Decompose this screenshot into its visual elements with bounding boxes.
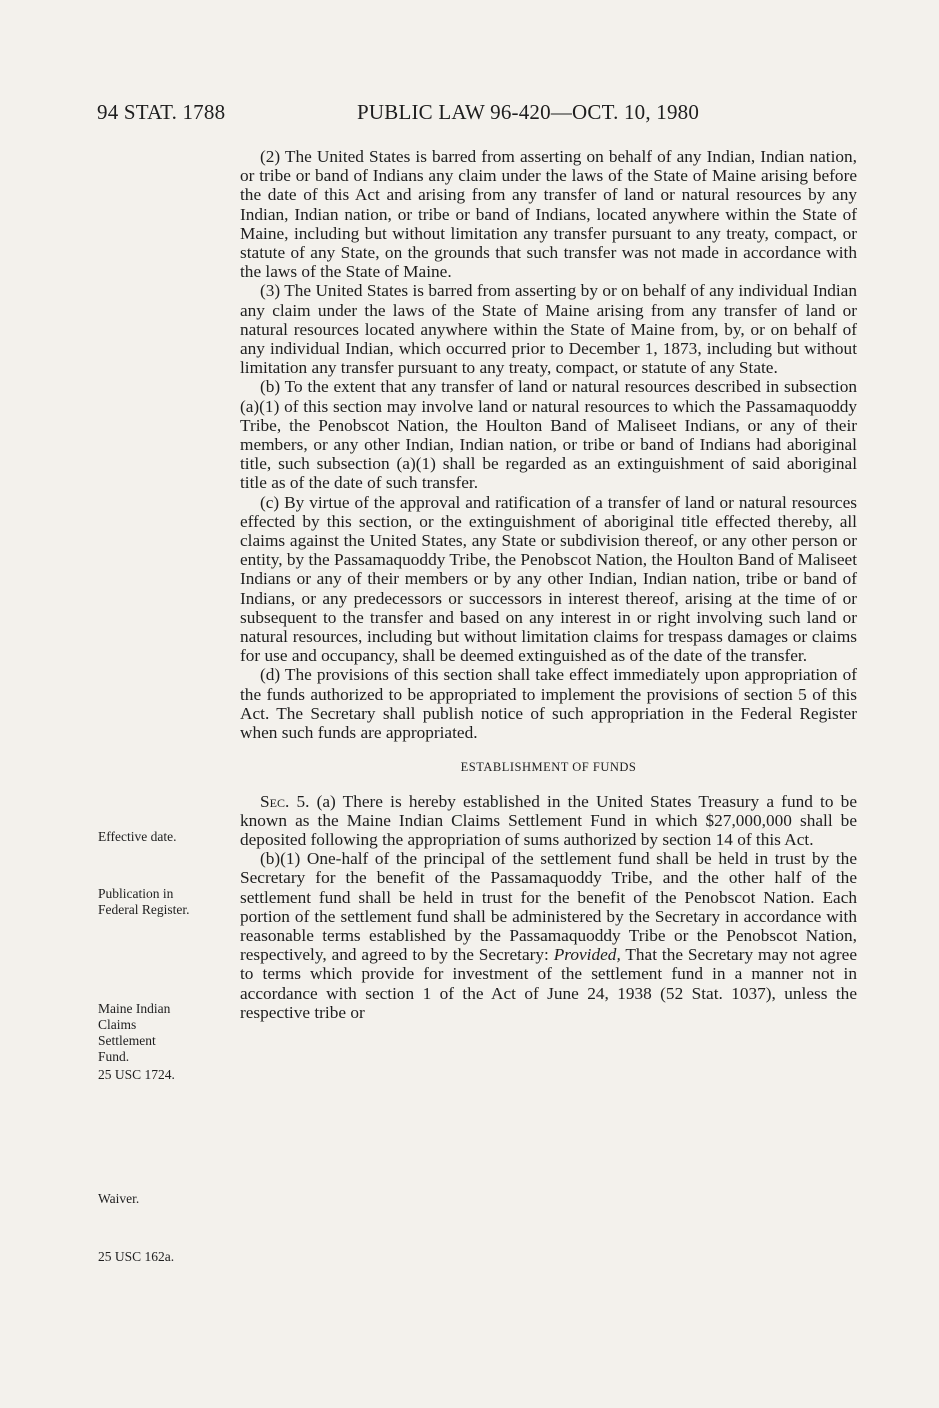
- b1-text-end: That the Secretary may not agree to terms which provide for investment of the settlement fund in a manner not in accordance with section 1 of the Act of June 24, 1938 (52 Stat. 1037), unless the respective tribe or: [240, 945, 858, 1022]
- statute-page-number: 94 STAT. 1788: [97, 100, 226, 124]
- paragraph-d: (d) The provisions of this section shall take effect immediately upon appropriation of the funds authorized to be appropriated to implement the provisions of section 5 of this Act. The Secretary shall publish notice of such appropriation in the Federal Register when such funds are appropriated.: [240, 665, 857, 743]
- paragraph-b: (b) To the extent that any transfer of land or natural resources described in subsection (a)(1) of this section may involve land or natural resources to which the Passamaquoddy Tribe, the Penobscot Nation, the Houlton Band of Maliseet Indians, or any of their members, or any other Indian, Indian nation, or tribe or band of Indians had aboriginal title, such subsection (a)(1) shall be regarded as an extinguishment of said aboriginal title as of the date of such transfer.: [240, 377, 857, 493]
- section-label: Sec. 5.: [260, 791, 310, 811]
- margin-note-waiver: Waiver.: [98, 1191, 140, 1206]
- paragraph-c: (c) By virtue of the approval and ratification of a transfer of land or natural resources effected by this section, or the extinguishment of aboriginal title effected thereby, all claims against the United States, any State or subdivision thereof, or any other person or entity, by the Passamaquoddy Tribe, the Penobscot Nation, the Houlton Band of Maliseet Indians or any of their members or by any other Indian, Indian nation, tribe or band of Indians, or any predecessors or successors in interest thereof, arising at the time of or subsequent to the transfer and based on any interest in or right involving such land or natural resources, including but without limitation claims for trespass damages or claims for use and occupancy, shall be deemed extinguished as of the date of the transfer.: [240, 492, 857, 666]
- section-heading: ESTABLISHMENT OF FUNDS: [460, 760, 637, 775]
- body-text: [240, 147, 857, 1022]
- paragraph-a2: (2) The United States is barred from asserting on behalf of any Indian, Indian nation, or tribe or band of Indians any claim under the laws of the State of Maine arising before the date of this Act and arising from any transfer of land or natural resources by any Indian, Indian nation, or tribe or band of Indians, located anywhere within the State of Maine, including but without limitation any transfer pursuant to any treaty, compact, or statute of any State, on the grounds that such transfer was not made in accordance with the laws of the State of Maine.: [240, 147, 857, 282]
- provided-italic: Provided,: [553, 945, 621, 965]
- margin-note-effective-date: Effective date.: [98, 829, 177, 844]
- margin-note-usc-1724: 25 USC 1724.: [98, 1067, 175, 1082]
- margin-note-publication: Publication in Federal Register.: [98, 886, 190, 917]
- paragraph-sec5-a: [240, 792, 857, 850]
- b1-text-start: (b)(1) One-half of the principal of the settlement fund shall be held in trust by the Secretary for the benefit of the Passamaquoddy Tribe, and the other half of the settlement fund shall be held in trust for the benefit of the Penobscot Nation. Each portion of the settlement fund shall be administered by the Secretary in accordance with reasonable terms established by the Passamaquoddy Tribe or the Penobscot Nation, respectively, and agreed to by the Secretary:: [240, 849, 857, 965]
- paragraph-b1: [240, 849, 857, 1022]
- sec5-a-text: (a) There is hereby established in the United States Treasury a fund to be known as the Maine Indian Claims Settlement Fund in which $27,000,000 shall be deposited following the appropriation of sums authorized by section 14 of this Act.: [240, 791, 857, 849]
- margin-note-usc-162a: 25 USC 162a.: [98, 1249, 175, 1264]
- paragraph-a3: (3) The United States is barred from asserting by or on behalf of any individual Indian any claim under the laws of the State of Maine arising from any transfer of land or natural resources located anywhere within the State of Maine from, by, or on behalf of any individual Indian, which occurred prior to December 1, 1873, including but without limitation any transfer pursuant to any treaty, compact, or statute of any State.: [240, 281, 857, 378]
- margin-note-fund: Maine Indian Claims Settlement Fund.: [98, 1001, 171, 1064]
- running-header-title: PUBLIC LAW 96-420—OCT. 10, 1980: [357, 100, 700, 124]
